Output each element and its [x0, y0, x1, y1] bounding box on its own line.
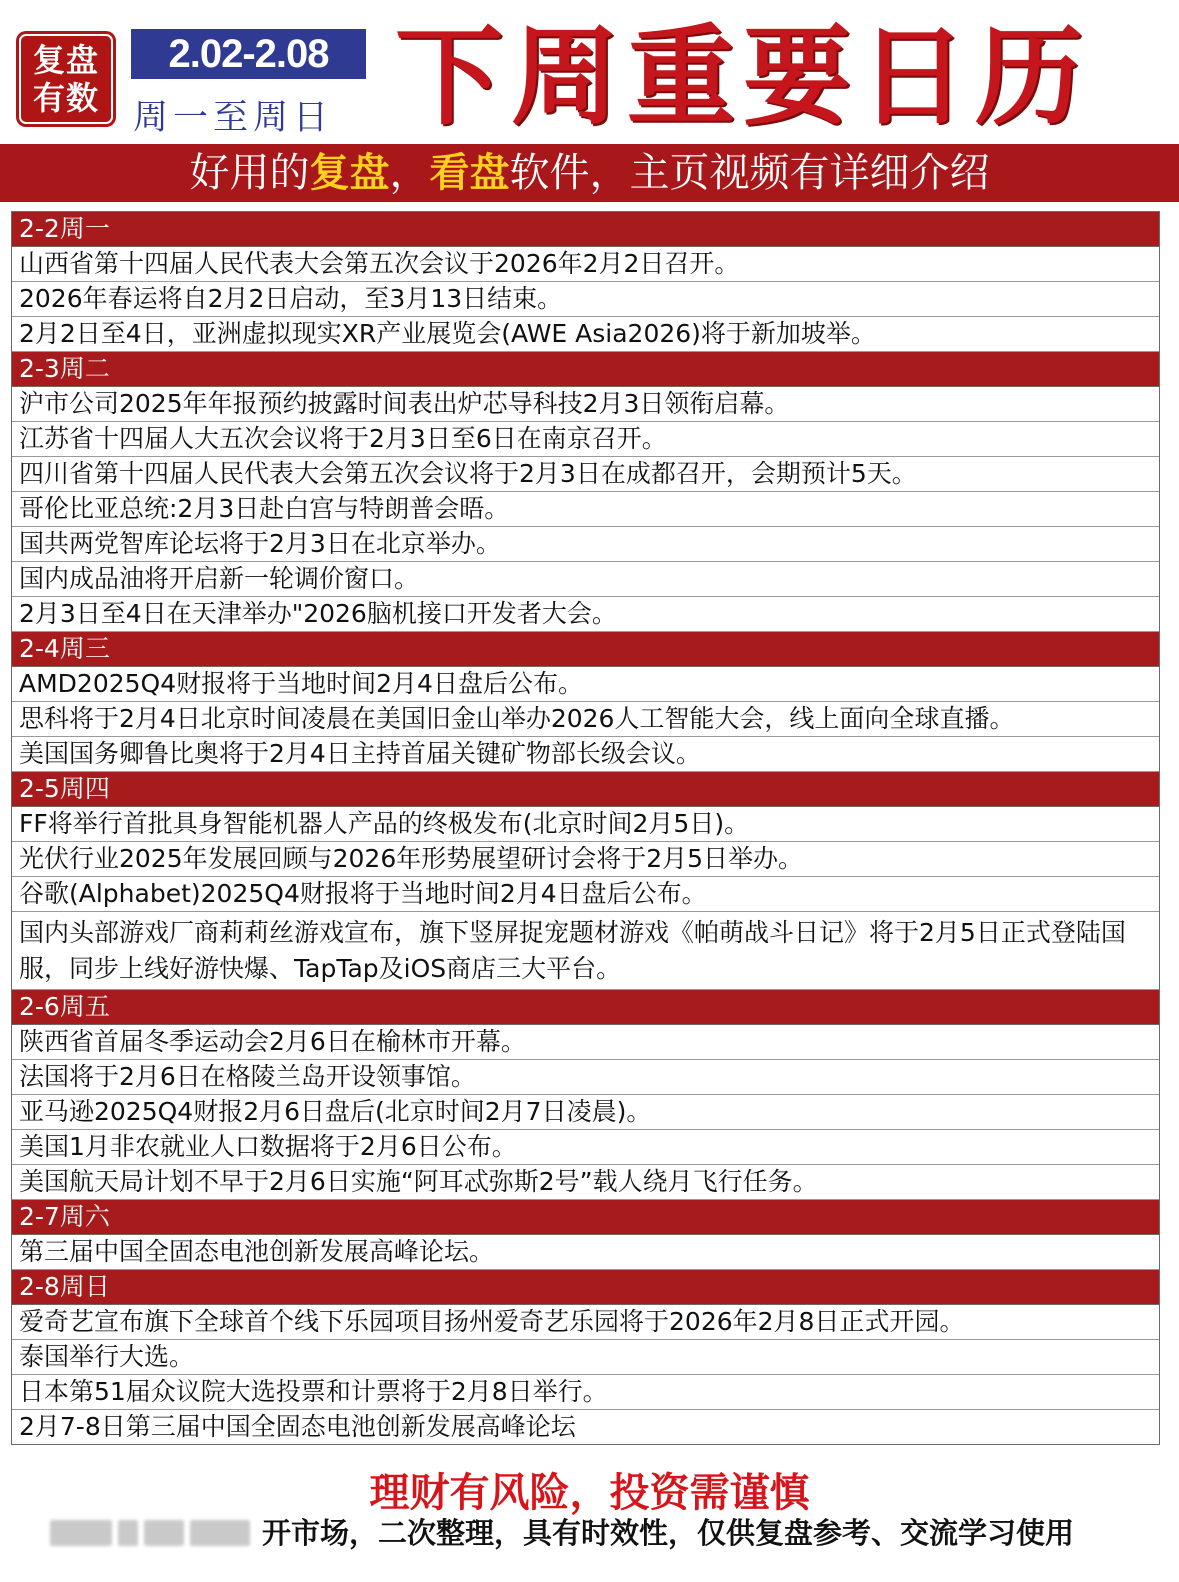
banner-highlight-review: 复盘	[309, 150, 390, 196]
promo-banner	[0, 144, 1179, 202]
event-row: AMD2025Q4财报将于当地时间2月4日盘后公布。	[12, 667, 1159, 702]
disclaimer-text: 开市场，二次整理，具有时效性，仅供复盘参考、交流学习使用	[262, 1516, 1075, 1550]
event-row: 四川省第十四届人民代表大会第五次会议将于2月3日在成都召开，会期预计5天。	[12, 457, 1159, 492]
event-row: 美国航天局计划不早于2月6日实施“阿耳忒弥斯2号”载人绕月飞行任务。	[12, 1165, 1159, 1200]
day-header: 2-6周五	[12, 990, 1159, 1025]
event-row: 爱奇艺宣布旗下全球首个线下乐园项目扬州爱奇艺乐园将于2026年2月8日正式开园。	[12, 1305, 1159, 1340]
day-header: 2-7周六	[12, 1200, 1159, 1235]
date-range-badge: 2.02-2.08	[131, 29, 366, 79]
event-row: 亚马逊2025Q4财报2月6日盘后(北京时间2月7日凌晨)。	[12, 1095, 1159, 1130]
logo-line-1: 复盘	[32, 41, 99, 79]
event-row: 国内头部游戏厂商莉莉丝游戏宣布，旗下竖屏捉宠题材游戏《帕萌战斗日记》将于2月5日正式登陆国服，同步上线好游快爆、TapTap及iOS商店三大平台。	[12, 912, 1159, 990]
day-header: 2-2周一	[12, 212, 1159, 247]
event-row: 国内成品油将开启新一轮调价窗口。	[12, 562, 1159, 597]
event-row: 2月3日至4日在天津举办"2026脑机接口开发者大会。	[12, 597, 1159, 632]
event-row: 2月7-8日第三届中国全固态电池创新发展高峰论坛	[19, 1412, 576, 1441]
banner-prefix: 好用的	[189, 150, 310, 196]
event-row: 谷歌(Alphabet)2025Q4财报将于当地时间2月4日盘后公布。	[12, 877, 1159, 912]
page-title: 下周重要日历	[395, 18, 1092, 138]
banner-comma: ，	[389, 150, 430, 196]
event-row: 第三届中国全固态电池创新发展高峰论坛。	[12, 1235, 1159, 1270]
event-row: 泰国举行大选。	[12, 1340, 1159, 1375]
day-header: 2-3周二	[12, 352, 1159, 387]
day-header: 2-5周四	[12, 772, 1159, 807]
event-row: 法国将于2月6日在格陵兰岛开设领事馆。	[12, 1060, 1159, 1095]
day-header: 2-8周日	[12, 1270, 1159, 1305]
event-row: 山西省第十四届人民代表大会第五次会议于2026年2月2日召开。	[12, 247, 1159, 282]
event-row: 光伏行业2025年发展回顾与2026年形势展望研讨会将于2月5日举办。	[12, 842, 1159, 877]
event-row: 2月2日至4日，亚洲虚拟现实XR产业展览会(AWE Asia2026)将于新加坡举。	[12, 317, 1159, 352]
event-row: 思科将于2月4日北京时间凌晨在美国旧金山举办2026人工智能大会，线上面向全球直播。	[12, 702, 1159, 737]
blurred-source-text	[50, 1516, 260, 1550]
brand-logo	[16, 31, 116, 127]
event-row: 美国1月非农就业人口数据将于2月6日公布。	[12, 1130, 1159, 1165]
calendar-table	[11, 211, 1160, 1445]
event-row: 江苏省十四届人大五次会议将于2月3日至6日在南京召开。	[12, 422, 1159, 457]
event-row: 哥伦比亚总统:2月3日赴白宫与特朗普会晤。	[12, 492, 1159, 527]
event-row: 陕西省首届冬季运动会2月6日在榆林市开幕。	[12, 1025, 1159, 1060]
event-row: FF将举行首批具身智能机器人产品的终极发布(北京时间2月5日)。	[12, 807, 1159, 842]
day-header: 2-4周三	[12, 632, 1159, 667]
week-range-label: 周一至周日	[133, 98, 334, 138]
banner-suffix: 软件，主页视频有详细介绍	[509, 150, 990, 196]
event-row: 美国国务卿鲁比奥将于2月4日主持首届关键矿物部长级会议。	[12, 737, 1159, 772]
event-row: 日本第51届众议院大选投票和计票将于2月8日举行。	[12, 1375, 1159, 1410]
event-row: 2026年春运将自2月2日启动，至3月13日结束。	[12, 282, 1159, 317]
event-row: 沪市公司2025年年报预约披露时间表出炉芯导科技2月3日领衔启幕。	[12, 387, 1159, 422]
banner-highlight-watch: 看盘	[429, 150, 510, 196]
event-row: 国共两党智库论坛将于2月3日在北京举办。	[12, 527, 1159, 562]
risk-warning: 理财有风险，投资需谨慎	[369, 1470, 810, 1516]
logo-line-2: 有数	[32, 79, 99, 117]
